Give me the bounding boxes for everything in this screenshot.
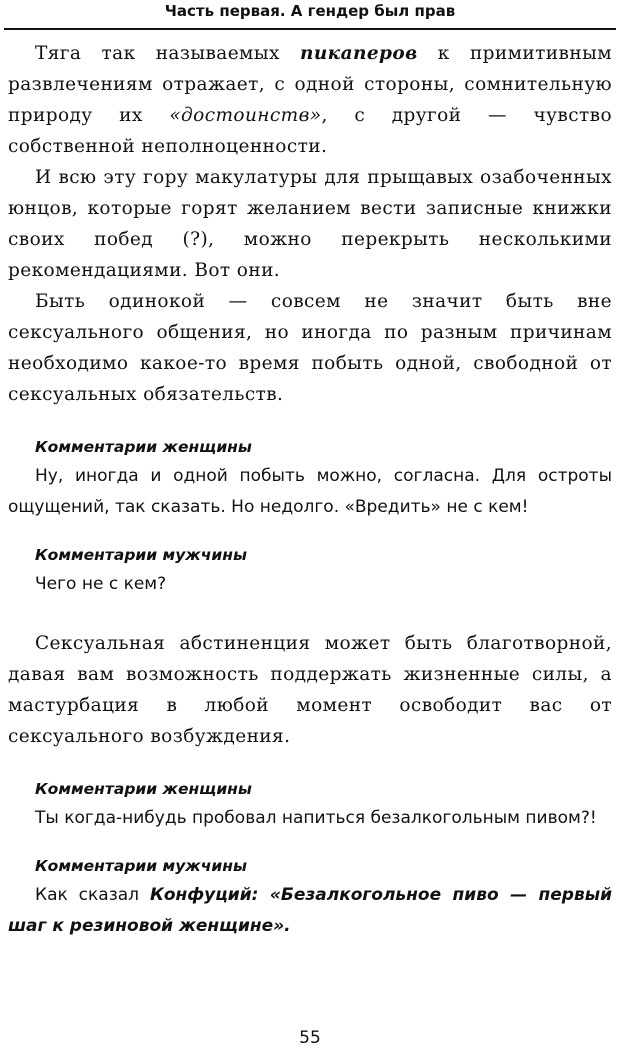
comment-text-woman: Ты когда-нибудь пробовал напиться безалкогольным пивом?!: [35, 808, 597, 828]
comment-text-man: [8, 880, 612, 942]
spacer: [8, 410, 612, 433]
spacer: [8, 600, 612, 628]
paragraph-abstinence: Сексуальная абстиненция может быть благотворной, давая вам возможность поддержать жизненные силы, а мастурбация в любой момент освободит вас от сексуального возбуждения.: [8, 633, 612, 747]
paragraph-text: Тяга так называемых: [35, 43, 300, 64]
page-body: [8, 38, 612, 942]
spacer: [8, 523, 612, 541]
paragraph-text: к примитивным развлечениям отражает, с одной стороны, сомнительную природу их: [8, 43, 612, 126]
spacer: [8, 834, 612, 852]
comment-heading-man: Комментарии мужчины: [35, 857, 247, 875]
paragraph-recommendations: И всю эту гору макулатуры для прыщавых озабоченных юнцов, которые горят желанием вести записные книжки своих побед (?), можно перекрыть несколькими рекомендациями. Вот они.: [8, 167, 612, 281]
comment-text-lead: Как сказал: [35, 885, 150, 905]
comment-text-woman: Ну, иногда и одной побыть можно, согласна. Для остроты ощущений, так сказать. Но недолго. «Вредить» не с кем!: [8, 466, 612, 517]
comment-heading-woman: Комментарии женщины: [35, 780, 252, 798]
comment-text-man: Чего не с кем?: [35, 574, 167, 594]
header-rule: [4, 28, 616, 30]
comment-heading-woman: Комментарии женщины: [35, 438, 252, 456]
spacer: [8, 752, 612, 775]
emphasis-virtues: «достоинств»: [169, 105, 322, 126]
confucius-quote: Конфуций: «Безалкогольное пиво — первый шаг к резиновой женщине».: [8, 885, 612, 936]
page-number: 55: [299, 1028, 321, 1048]
emphasis-pickup-artists: пикаперов: [299, 43, 418, 64]
paragraph-being-alone: Быть одинокой — совсем не значит быть вне сексуального общения, но иногда по разным причинам необходимо какое-то время побыть одной, свободной от сексуальных обязательств.: [8, 291, 612, 405]
paragraph-text: , с другой — чувство собственной неполноценности.: [8, 105, 612, 157]
running-head: Часть первая. А гендер был прав: [164, 2, 456, 20]
paragraph-pickup-artists: [8, 38, 612, 162]
comment-heading-man: Комментарии мужчины: [35, 546, 247, 564]
